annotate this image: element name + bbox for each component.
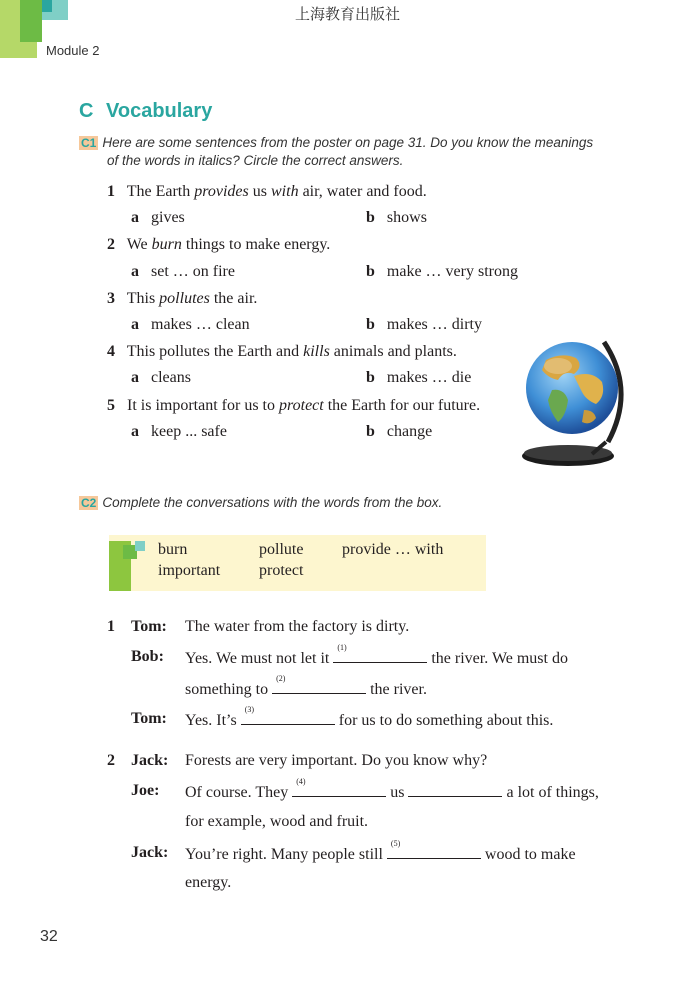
blank-3[interactable] (241, 705, 335, 725)
option-letter: b (366, 263, 375, 280)
line-text: Yes. We must not let it (185, 650, 330, 667)
conv1-speaker-bob: Bob: (131, 648, 164, 665)
option-text: makes … die (386, 369, 472, 386)
item-number: 3 (107, 290, 115, 307)
option-text: make … very strong (386, 263, 518, 280)
option-letter: b (366, 423, 375, 440)
conv2-line5: energy. (185, 874, 232, 891)
conv2-line3: for example, wood and fruit. (185, 813, 369, 830)
item-text: This (126, 290, 160, 307)
item-text: air, water and food. (298, 183, 427, 200)
conv1-line3 (185, 674, 427, 699)
c1-item-2-option-a[interactable] (131, 263, 235, 281)
option-text: makes … clean (151, 316, 250, 333)
item-text: us (248, 183, 271, 200)
conv1-line2 (185, 643, 568, 668)
item-text: the Earth for our future. (323, 397, 481, 414)
item-text: This pollutes the Earth and (126, 343, 304, 360)
line-text: Of course. They (185, 784, 289, 801)
line-text: for us to do something about this. (338, 712, 554, 729)
item-italic: pollutes (159, 290, 210, 307)
c2-tag: C2 (81, 496, 97, 510)
option-text: change (386, 423, 433, 440)
conv1-number: 1 (107, 618, 115, 635)
box-word-pollute: pollute (259, 541, 304, 558)
c1-item-4 (107, 343, 457, 361)
item-text: We (126, 236, 152, 253)
c2-instruction (79, 494, 442, 512)
item-italic: burn (151, 236, 182, 253)
option-text: gives (151, 209, 185, 226)
c1-item-5-option-b[interactable] (366, 423, 432, 441)
option-letter: a (131, 209, 139, 226)
item-number: 2 (107, 236, 115, 253)
blank-4b[interactable] (408, 782, 502, 797)
blank-number: (3) (244, 705, 255, 714)
item-text: The Earth (126, 183, 195, 200)
item-number: 5 (107, 397, 115, 414)
c1-item-5-option-a[interactable] (131, 423, 227, 441)
item-italic: with (271, 183, 299, 200)
box-word-provide-with: provide … with (342, 541, 444, 558)
section-title: Vocabulary (106, 100, 213, 122)
option-text: makes … dirty (386, 316, 482, 333)
option-letter: a (131, 316, 139, 333)
box-word-protect: protect (259, 562, 304, 579)
item-text: the air. (209, 290, 258, 307)
c1-item-2 (107, 236, 330, 254)
box-word-burn: burn (158, 541, 188, 558)
c1-instruction-line2: of the words in italics? Circle the correct answers. (107, 153, 404, 168)
item-text: It is important for us to (127, 397, 279, 414)
option-text: set … on fire (151, 263, 235, 280)
c1-item-4-option-a[interactable] (131, 369, 191, 387)
line-text: us (390, 784, 405, 801)
line-text: the river. We must do (431, 650, 568, 667)
item-text: things to make energy. (181, 236, 331, 253)
option-letter: a (131, 423, 139, 440)
option-text: keep ... safe (151, 423, 227, 440)
conv2-line2 (185, 777, 599, 802)
item-italic: protect (278, 397, 324, 414)
globe-illustration (512, 330, 640, 483)
item-number: 1 (107, 183, 115, 200)
blank-2[interactable] (272, 674, 366, 694)
item-text: animals and plants. (329, 343, 457, 360)
blank-4[interactable] (292, 777, 386, 797)
conv2-speaker-jack: Jack: (131, 752, 169, 769)
conv2-speaker-joe: Joe: (131, 782, 160, 799)
option-letter: a (131, 263, 139, 280)
line-text: Yes. It’s (185, 712, 237, 729)
conv2-speaker-jack-2: Jack: (131, 844, 169, 861)
blank-5[interactable] (387, 839, 481, 859)
module-label: Module 2 (46, 43, 100, 58)
publisher-header: 上海教育出版社 (294, 5, 400, 23)
line-text: wood to make (484, 846, 576, 863)
blank-number: (2) (276, 674, 286, 683)
c1-item-4-option-b[interactable] (366, 369, 471, 387)
conv2-number: 2 (107, 752, 115, 769)
option-text: shows (386, 209, 427, 226)
c1-item-2-option-b[interactable] (366, 263, 518, 281)
option-letter: b (366, 209, 375, 226)
c1-instruction (79, 134, 593, 152)
blank-number: (5) (390, 839, 401, 848)
c1-item-1-option-b[interactable] (366, 209, 427, 227)
blank-number: (4) (296, 777, 306, 786)
blank-1[interactable] (333, 643, 427, 663)
conv1-speaker-tom: Tom: (131, 618, 167, 635)
item-italic: provides (194, 183, 249, 200)
conv2-line1: Forests are very important. Do you know why? (185, 752, 488, 769)
conv1-line4 (185, 705, 554, 730)
c1-item-3-option-b[interactable] (366, 316, 482, 334)
blank-number: (1) (337, 643, 347, 652)
line-text: a lot of things, (506, 784, 599, 801)
c1-item-1-option-a[interactable] (131, 209, 185, 227)
option-text: cleans (151, 369, 191, 386)
c1-instruction-line1: Here are some sentences from the poster on page 31. Do you know the meanings (102, 135, 594, 150)
c1-item-3 (107, 290, 257, 308)
option-letter: b (366, 369, 375, 386)
line-text: the river. (370, 681, 427, 698)
item-number: 4 (107, 343, 115, 360)
line-text: You’re right. Many people still (185, 846, 383, 863)
option-letter: b (366, 316, 375, 333)
c1-item-3-option-a[interactable] (131, 316, 250, 334)
c1-item-1 (107, 183, 527, 201)
option-letter: a (131, 369, 139, 386)
c1-item-5 (107, 397, 480, 415)
c1-tag: C1 (81, 136, 97, 150)
conv2-line4 (185, 839, 576, 864)
word-box-decoration (109, 535, 131, 591)
page-number: 32 (40, 928, 58, 945)
box-word-important: important (158, 562, 221, 579)
conv1-line1: The water from the factory is dirty. (185, 618, 410, 635)
conv1-speaker-tom-2: Tom: (131, 710, 167, 727)
section-letter: C (79, 100, 94, 122)
line-text: something to (185, 681, 269, 698)
c2-instruction-text: Complete the conversations with the words from the box. (102, 495, 443, 510)
item-italic: kills (303, 343, 330, 360)
